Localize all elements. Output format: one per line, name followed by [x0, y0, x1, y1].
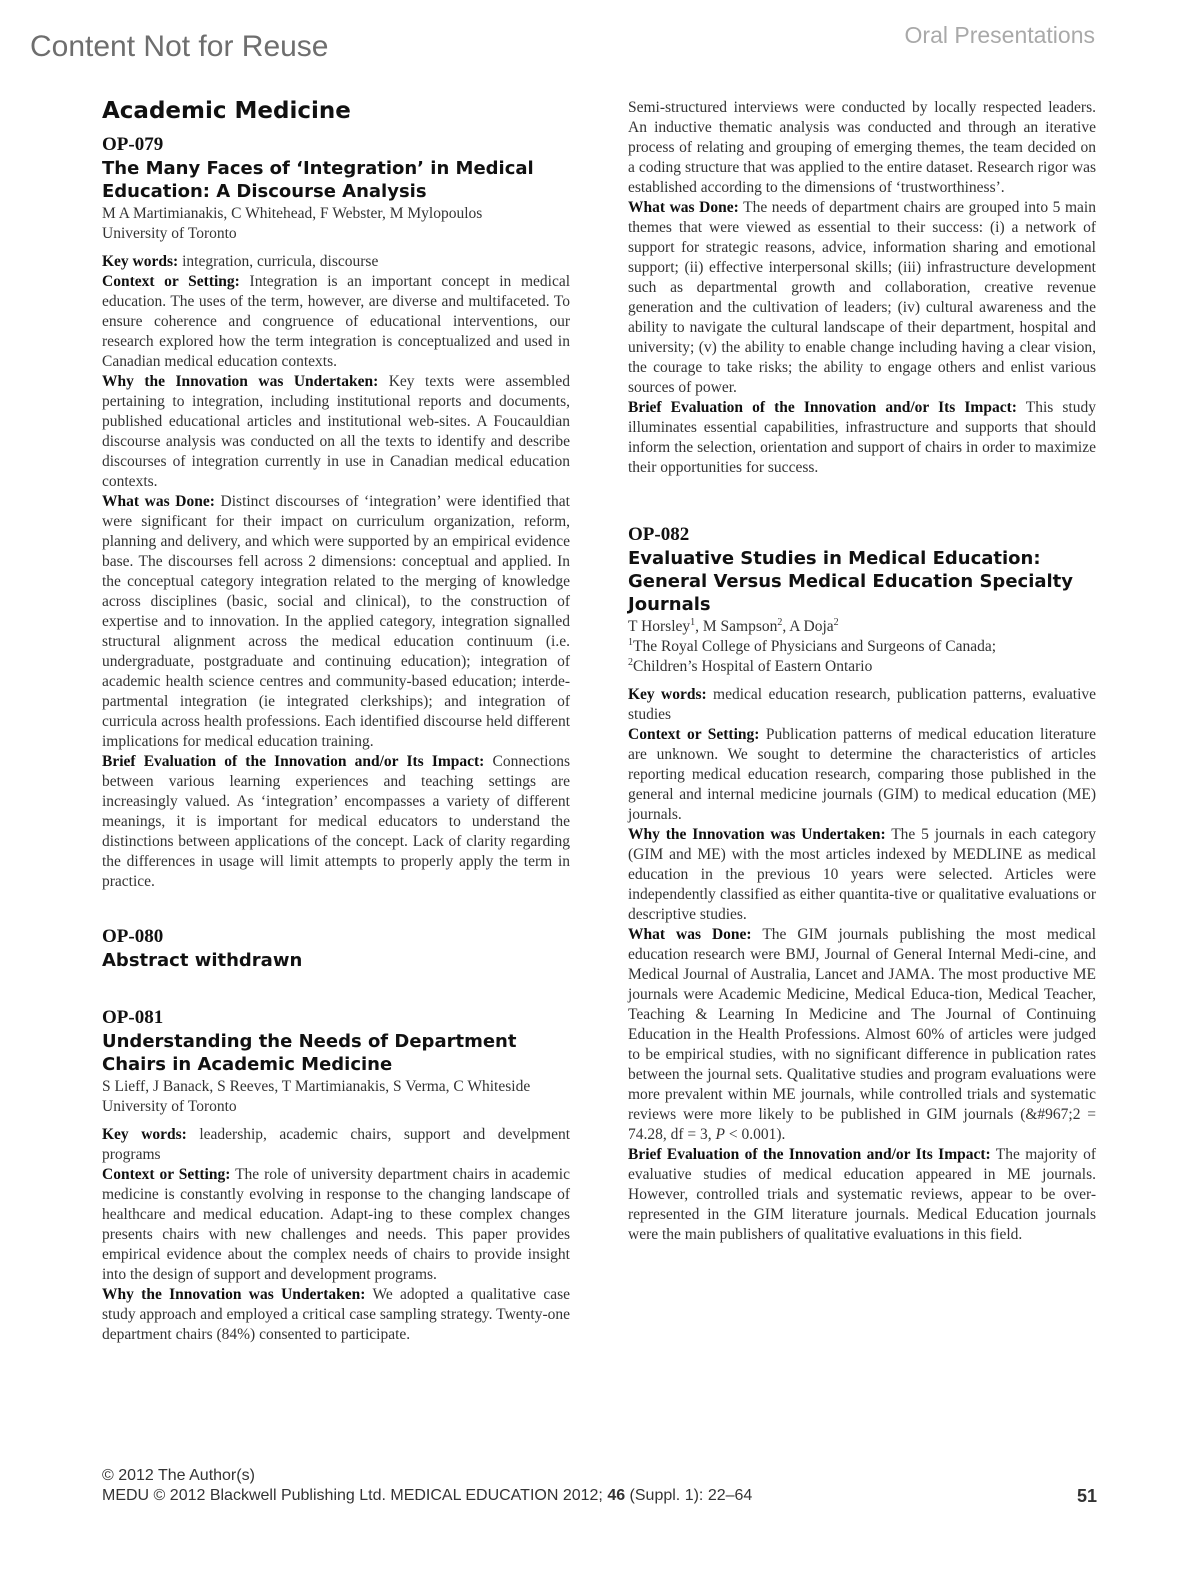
abstract-op082 [628, 524, 1096, 1245]
done-label: What was Done: [628, 199, 739, 216]
done-text: The needs of department chairs are grouped into 5 main themes that were viewed as essential to their success: (i) a network of support for strategic reasons, advice, information sharing and emotional support; (ii) effective interpersonal skills; (iii) infrastructure development such as departmental growth and collaboration, creative revenue generation and the cultivation of leaders; (iv) cultural awareness and the ability to navigate the cultural landscape of their department, hospital and university; (v) the ability to enable change including having a clear vision, the courage to take risks; the ability to engage others and enlist various sources of power. [628, 199, 1096, 396]
why-text-continued: Semi-structured interviews were conducted by locally respected leaders. An inductive thematic analysis was conducted and through an iterative process of relating and grouping of emerging themes, the team decided on a coding structure that was applied to the entire dataset. Research rigor was established according to the dimensions of ‘trustworthiness’. [628, 99, 1096, 196]
done-text: The GIM journals publishing the most medical education research were BMJ, Journal of General Internal Medi-cine, and Medical Journal of Australia, Lancet and JAMA. The most productive ME journals were Academic Medicine, Medical Educa-tion, Medical Teacher, Teaching & Learning In Medicine and The Journal of Continuing Education in the Health Professions. Almost 60% of articles were judged to be empirical studies, with no significant difference in publication rates between the journal sets. Qualitative studies and program evaluations were more prevalent within ME journals, while controlled trials and systematic reviews were more likely to be published in GIM journals (&#967;2 = 74.28, df = 3, P < 0.001). [628, 926, 1096, 1143]
abstract-id: OP-080 [102, 926, 164, 947]
abstract-body [102, 1125, 570, 1345]
eval-text: The majority of evaluative studies of medical education appeared in ME journals. However, controlled trials and systematic reviews, appear to be over-represented in the GIM literature journals. Medical Education journals were the main publishers of qualitative evaluations in this field. [628, 1146, 1096, 1243]
page-number: 51 [1076, 1486, 1097, 1506]
why-label: Why the Innovation was Undertaken: [102, 1286, 366, 1303]
abstract-title: Abstract withdrawn [102, 950, 303, 971]
abstract-body [628, 685, 1096, 1245]
right-column [628, 98, 1096, 1245]
keywords: integration, curricula, discourse [182, 253, 379, 270]
context-label: Context or Setting: [102, 273, 240, 290]
context-text: Integration is an important concept in medical education. The uses of the term, however, are diverse and multifaceted. To ensure coherence and congruence of educational interventions, our research explored how the term integration is conceptualized and used in Canadian medical education contexts. [102, 273, 571, 370]
abstract-body [102, 252, 570, 892]
keywords: medical education research, publication patterns, evaluative studies [628, 686, 1097, 723]
keywords-label: Key words: [628, 686, 707, 703]
context-label: Context or Setting: [628, 726, 760, 743]
context-label: Context or Setting: [102, 1166, 231, 1183]
eval-label: Brief Evaluation of the Innovation and/or Its Impact: [102, 753, 485, 770]
keywords-label: Key words: [102, 1126, 187, 1143]
footer-journal: MEDU © 2012 Blackwell Publishing Ltd. MEDICAL EDUCATION 2012; 46 (Suppl. 1): 22–64 [102, 1487, 753, 1504]
abstract-title: The Many Faces of ‘Integration’ in Medical Education: A Discourse Analysis [102, 158, 534, 202]
abstract-op079 [102, 134, 570, 892]
done-label: What was Done: [102, 493, 215, 510]
keywords-label: Key words: [102, 253, 179, 270]
abstract-affiliation: University of Toronto [102, 1098, 237, 1115]
abstract-authors: T Horsley$^1$, M Sampson$^2$, A Doja$^2$ [628, 616, 839, 635]
abstract-authors: M A Martimianakis, C Whitehead, F Webster, M Mylopoulos [102, 205, 483, 222]
abstract-id: OP-081 [102, 1007, 164, 1028]
abstract-affiliation: $^1$The Royal College of Physicians and Surgeons of Canada; [628, 636, 997, 655]
eval-label: Brief Evaluation of the Innovation and/or Its Impact: [628, 399, 1017, 416]
why-text: We adopted a qualitative case study approach and employed a critical case sampling strategy. Twenty-one department chairs (84%) consented to participate. [102, 1286, 570, 1343]
context-text: The role of university department chairs in academic medicine is constantly evolving in response to the changing landscape of healthcare and medical education. Adapt-ing to these complex changes presents chairs with new challenges and needs. This paper provides empirical evidence about the complex needs of chairs to provide insight into the design of support and development programs. [102, 1166, 570, 1283]
section-title: Academic Medicine [102, 98, 351, 124]
eval-text: Connections between various learning experiences and teaching settings are increasingly valued. As ‘integration’ encompasses a variety of different meanings, it is important for medical educators to understand the distinctions between applications of the concept. Lack of clarity regarding the differences in usage will limit attempts to properly apply the term in practice. [102, 753, 570, 890]
abstract-affiliation: $^2$Children’s Hospital of Eastern Ontario [628, 656, 873, 675]
abstract-title: Evaluative Studies in Medical Education: General Versus Medical Education Specialty Journals [628, 548, 1074, 615]
abstract-id: OP-079 [102, 134, 164, 155]
abstract-op080 [102, 926, 570, 972]
footer-copyright: © 2012 The Author(s) [102, 1467, 255, 1484]
abstract-authors: S Lieff, J Banack, S Reeves, T Martimianakis, S Verma, C Whiteside [102, 1078, 531, 1095]
abstract-op081-continued [628, 98, 1096, 478]
why-text: Key texts were assembled pertaining to integration, including institutional reports and documents, published educational articles and institutional web-sites. A Foucauldian discourse analysis was conducted on all the texts to identify and describe discourses of integration currently in use in Canadian medical education contexts. [102, 373, 570, 490]
eval-label: Brief Evaluation of the Innovation and/or Its Impact: [628, 1146, 991, 1163]
watermark: Content Not for Reuse [30, 30, 329, 63]
page-footer [102, 1466, 1097, 1506]
done-label: What was Done: [628, 926, 752, 943]
left-column [102, 98, 570, 1345]
why-label: Why the Innovation was Undertaken: [102, 373, 379, 390]
abstract-title: Understanding the Needs of Department Chairs in Academic Medicine [102, 1031, 517, 1075]
keywords: leadership, academic chairs, support and develpment programs [102, 1126, 571, 1163]
eval-text: This study illuminates essential capabilities, infrastructure and supports that should inform the selection, orientation and support of chairs in order to maximize their opportunities for success. [628, 399, 1096, 476]
abstract-op081 [102, 1007, 570, 1345]
done-text: Distinct discourses of ‘integration’ were identified that were significant for their impact on curriculum organization, reform, planning and delivery, and which were supported by an empirical evidence base. The discourses fell across 2 dimensions: conceptual and applied. In the conceptual category integration related to the merging of knowledge across disciplines (basic, social and clinical), to the construction of expertise and to innovation. In the applied category, integration signalled structural alignment across the medical education continuum (i.e. undergraduate, postgraduate and continuing education); integration of academic health science centres and community-based education; interde-partmental integration (ie integrated clerkships); and integration of curricula across health professions. Each identified discourse held different implications for medical education training. [102, 493, 570, 750]
running-head: Oral Presentations [904, 22, 1095, 48]
abstract-id: OP-082 [628, 524, 690, 545]
why-label: Why the Innovation was Undertaken: [628, 826, 886, 843]
context-text: Publication patterns of medical education literature are unknown. We sought to determine the characteristics of articles reporting medical education research, comparing those published in the general and internal medicine journals (GIM) to medical education (ME) journals. [628, 726, 1096, 823]
abstract-affiliation: University of Toronto [102, 225, 237, 242]
why-text: The 5 journals in each category (GIM and ME) with the most articles indexed by MEDLINE as medical education in the previous 10 years were selected. Articles were independently classified as either quantita-tive or qualitative evaluations or descriptive studies. [628, 826, 1096, 923]
